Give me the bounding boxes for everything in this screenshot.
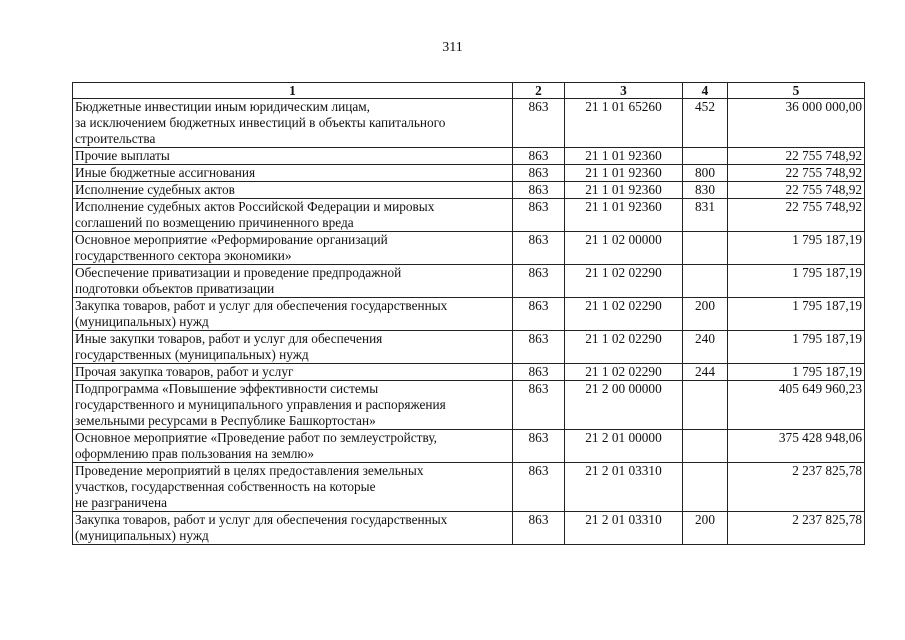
- header-col-5: 5: [728, 83, 865, 99]
- row-amount-cell: 405 649 960,23: [728, 381, 865, 430]
- row-name-cell: Закупка товаров, работ и услуг для обеспечения государственных (муниципальных) нужд: [73, 512, 513, 545]
- row-vr-cell: 830: [683, 182, 728, 199]
- row-name-cell: Прочая закупка товаров, работ и услуг: [73, 364, 513, 381]
- row-amount-cell: 2 237 825,78: [728, 512, 865, 545]
- row-name-cell: Закупка товаров, работ и услуг для обеспечения государственных (муниципальных) нужд: [73, 298, 513, 331]
- row-vr-cell: [683, 265, 728, 298]
- row-amount-cell: 1 795 187,19: [728, 298, 865, 331]
- row-gr-cell: 863: [513, 298, 565, 331]
- table-row: [73, 199, 865, 232]
- row-cs-cell: 21 2 01 03310: [565, 512, 683, 545]
- row-amount-cell: 1 795 187,19: [728, 232, 865, 265]
- page-number: 311: [442, 40, 463, 55]
- header-col-4: 4: [683, 83, 728, 99]
- row-name-cell: Иные бюджетные ассигнования: [73, 165, 513, 182]
- row-gr-cell: 863: [513, 99, 565, 148]
- table-row: [73, 99, 865, 148]
- row-amount-cell: 22 755 748,92: [728, 182, 865, 199]
- row-amount-cell: 22 755 748,92: [728, 199, 865, 232]
- row-name-cell: Основное мероприятие «Реформирование организаций государственного сектора экономики»: [73, 232, 513, 265]
- table-row: [73, 512, 865, 545]
- row-name-cell: Иные закупки товаров, работ и услуг для обеспечения государственных (муниципальных) нужд: [73, 331, 513, 364]
- table-row: [73, 298, 865, 331]
- row-cs-cell: 21 1 02 00000: [565, 232, 683, 265]
- row-name-cell: Прочие выплаты: [73, 148, 513, 165]
- table-row: [73, 463, 865, 512]
- row-name-cell: Подпрограмма «Повышение эффективности системы государственного и муниципального управления и распоряжения земельными ресурсами в Республике Башкортостан»: [73, 381, 513, 430]
- row-gr-cell: 863: [513, 165, 565, 182]
- row-vr-cell: 200: [683, 298, 728, 331]
- table-row: [73, 165, 865, 182]
- table-row: [73, 182, 865, 199]
- table-header-row: [73, 83, 865, 99]
- row-vr-cell: 244: [683, 364, 728, 381]
- row-amount-cell: 36 000 000,00: [728, 99, 865, 148]
- row-amount-cell: 375 428 948,06: [728, 430, 865, 463]
- table-row: [73, 265, 865, 298]
- header-col-2: 2: [513, 83, 565, 99]
- row-name-cell: Исполнение судебных актов: [73, 182, 513, 199]
- table-row: [73, 148, 865, 165]
- row-cs-cell: 21 1 02 02290: [565, 364, 683, 381]
- row-cs-cell: 21 1 01 65260: [565, 99, 683, 148]
- row-name-cell: Проведение мероприятий в целях предоставления земельных участков, государственная собственность на которые не разграничена: [73, 463, 513, 512]
- header-col-3: 3: [565, 83, 683, 99]
- row-gr-cell: 863: [513, 381, 565, 430]
- row-vr-cell: 831: [683, 199, 728, 232]
- row-amount-cell: 22 755 748,92: [728, 165, 865, 182]
- table-body: [73, 99, 865, 545]
- row-cs-cell: 21 1 01 92360: [565, 165, 683, 182]
- row-gr-cell: 863: [513, 199, 565, 232]
- table-row: [73, 331, 865, 364]
- budget-table: [72, 82, 865, 545]
- row-amount-cell: 22 755 748,92: [728, 148, 865, 165]
- row-gr-cell: 863: [513, 364, 565, 381]
- table-row: [73, 364, 865, 381]
- row-cs-cell: 21 1 01 92360: [565, 199, 683, 232]
- row-cs-cell: 21 1 01 92360: [565, 182, 683, 199]
- row-vr-cell: [683, 148, 728, 165]
- row-gr-cell: 863: [513, 463, 565, 512]
- row-gr-cell: 863: [513, 265, 565, 298]
- table-row: [73, 232, 865, 265]
- row-cs-cell: 21 2 01 03310: [565, 463, 683, 512]
- row-cs-cell: 21 1 01 92360: [565, 148, 683, 165]
- row-amount-cell: 1 795 187,19: [728, 364, 865, 381]
- row-vr-cell: [683, 381, 728, 430]
- table-row: [73, 430, 865, 463]
- row-gr-cell: 863: [513, 148, 565, 165]
- row-gr-cell: 863: [513, 232, 565, 265]
- row-name-cell: Основное мероприятие «Проведение работ по землеустройству, оформлению прав пользования на землю»: [73, 430, 513, 463]
- row-gr-cell: 863: [513, 331, 565, 364]
- row-amount-cell: 1 795 187,19: [728, 265, 865, 298]
- row-cs-cell: 21 1 02 02290: [565, 331, 683, 364]
- row-vr-cell: 800: [683, 165, 728, 182]
- row-cs-cell: 21 2 01 00000: [565, 430, 683, 463]
- row-vr-cell: [683, 463, 728, 512]
- table-row: [73, 381, 865, 430]
- row-name-cell: Бюджетные инвестиции иным юридическим лицам, за исключением бюджетных инвестиций в объекты капитального строительства: [73, 99, 513, 148]
- header-col-1: 1: [73, 83, 513, 99]
- row-vr-cell: 452: [683, 99, 728, 148]
- row-vr-cell: 240: [683, 331, 728, 364]
- row-vr-cell: [683, 430, 728, 463]
- row-gr-cell: 863: [513, 430, 565, 463]
- row-amount-cell: 2 237 825,78: [728, 463, 865, 512]
- row-cs-cell: 21 2 00 00000: [565, 381, 683, 430]
- row-name-cell: Обеспечение приватизации и проведение предпродажной подготовки объектов приватизации: [73, 265, 513, 298]
- row-name-cell: Исполнение судебных актов Российской Федерации и мировых соглашений по возмещению причиненного вреда: [73, 199, 513, 232]
- row-vr-cell: [683, 232, 728, 265]
- row-gr-cell: 863: [513, 512, 565, 545]
- row-vr-cell: 200: [683, 512, 728, 545]
- row-amount-cell: 1 795 187,19: [728, 331, 865, 364]
- row-cs-cell: 21 1 02 02290: [565, 298, 683, 331]
- row-gr-cell: 863: [513, 182, 565, 199]
- row-cs-cell: 21 1 02 02290: [565, 265, 683, 298]
